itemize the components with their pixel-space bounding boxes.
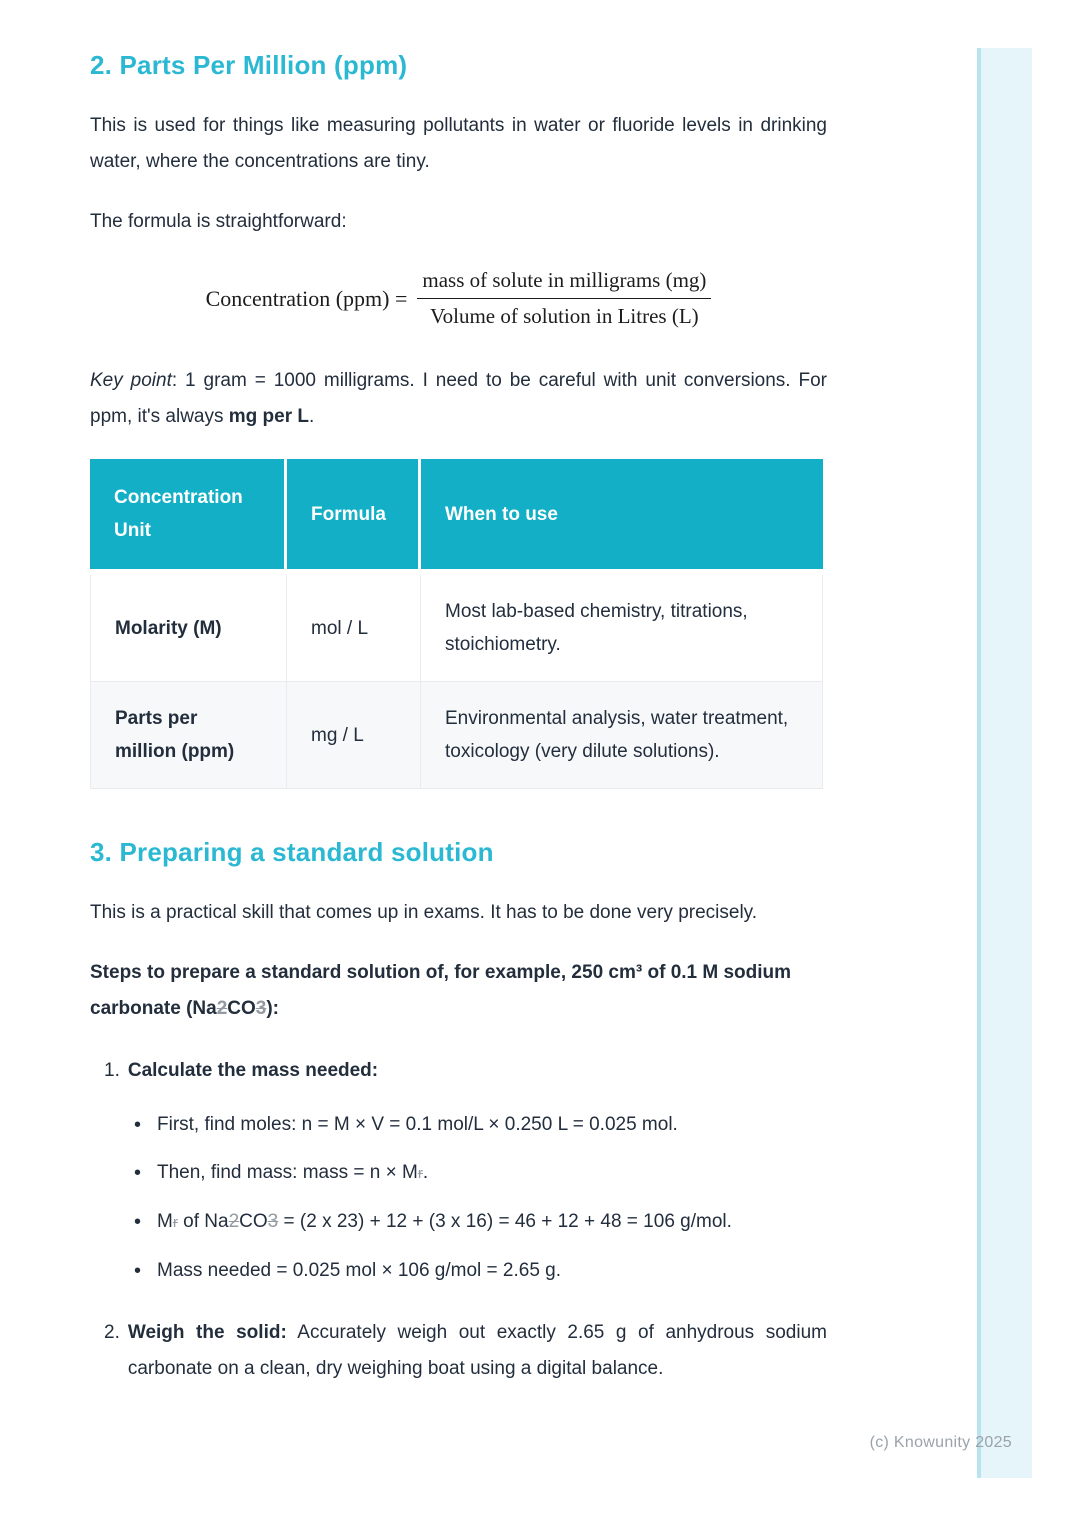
list-item: [134, 1107, 827, 1143]
formula-fraction: [417, 268, 711, 329]
column-header-when: When to use: [421, 459, 823, 575]
formula-lhs: Concentration (ppm) =: [205, 285, 408, 311]
steps-intro-paragraph: [90, 955, 827, 1027]
list-item: [134, 1155, 827, 1192]
cell-when-molarity: Most lab-based chemistry, titrations, stoichiometry.: [421, 575, 823, 682]
copyright-footer: (c) Knowunity 2025: [869, 1434, 1012, 1451]
cell-formula-molarity: mol / L: [287, 575, 421, 682]
subscript-r: r: [417, 1165, 423, 1182]
page-margin-bar: [977, 48, 1032, 1478]
keypoint-paragraph: [90, 363, 827, 435]
preparation-steps-list: [90, 1053, 827, 1387]
section-heading-standard-solution: 3. Preparing a standard solution: [90, 837, 494, 867]
column-header-formula: Formula: [287, 459, 421, 575]
keypoint-end: .: [309, 406, 315, 427]
subscript-3: 3: [267, 1211, 279, 1232]
bullet-mr-calc-end: = (2 x 23) + 12 + (3 x 16) = 46 + 12 + 48 = 106 g/mol.: [278, 1211, 732, 1232]
subscript-2: 2: [216, 998, 228, 1019]
ppm-formula-lead-in: The formula is straightforward:: [90, 211, 347, 232]
bullet-mr-calc-mid2: CO: [239, 1211, 268, 1232]
keypoint-text: : 1 gram = 1000 milligrams. I need to be careful with unit conversions. For ppm, it's always: [90, 370, 827, 427]
concentration-units-table: [90, 459, 823, 789]
keypoint-bold: mg per L: [228, 406, 310, 427]
subscript-3: 3: [255, 998, 267, 1019]
cell-unit-ppm: Parts per million (ppm): [90, 682, 287, 789]
ppm-formula: [90, 268, 827, 329]
cell-when-ppm: Environmental analysis, water treatment, toxicology (very dilute solutions).: [421, 682, 823, 789]
step-2-body: Accurately weigh out exactly 2.65 g of anhydrous sodium carbonate on a clean, dry weighing boat using a digital balance.: [127, 1322, 827, 1379]
table-row: [90, 682, 823, 789]
bullet-mass-needed: Mass needed = 0.025 mol × 106 g/mol = 2.65 g.: [157, 1260, 562, 1281]
step-2-text: [128, 1315, 827, 1387]
standard-solution-intro: This is a practical skill that comes up in exams. It has to be done very precisely.: [90, 902, 758, 923]
table-row: [90, 575, 823, 682]
bullet-find-moles: First, find moles: n = M × V = 0.1 mol/L × 0.250 L = 0.025 mol.: [157, 1114, 678, 1135]
list-item: [104, 1315, 827, 1387]
bullet-find-mass: Then, find mass: mass = n × M: [157, 1162, 418, 1183]
step-2-row: [104, 1315, 827, 1387]
bullet-mr-calc-mid1: of Na: [177, 1211, 229, 1232]
step-1-row: [104, 1053, 827, 1089]
formula-denominator: Volume of solution in Litres (L): [430, 304, 699, 328]
document-content: [90, 50, 827, 1413]
column-header-unit: Concentration Unit: [90, 459, 287, 575]
steps-intro-post: ):: [266, 998, 280, 1019]
step-1-number: 1.: [104, 1060, 120, 1081]
steps-intro-pre: Steps to prepare a standard solution of, for example, 250 cm³ of 0.1 M sodium carbonate (Na: [90, 962, 792, 1019]
step-2-number: 2.: [104, 1322, 120, 1343]
keypoint-label: Key point: [90, 370, 172, 391]
bullet-mr-calc: M: [157, 1211, 173, 1232]
table-header-row: [90, 459, 823, 575]
subscript-r: r: [172, 1214, 178, 1231]
formula-numerator: mass of solute in milligrams (mg): [417, 268, 711, 299]
cell-formula-ppm: mg / L: [287, 682, 421, 789]
subscript-2: 2: [228, 1211, 240, 1232]
step-1-title: Calculate the mass needed:: [127, 1060, 379, 1081]
section-heading-ppm: 2. Parts Per Million (ppm): [90, 50, 408, 80]
bullet-find-mass-end: .: [422, 1162, 429, 1183]
step-1-bullets: [104, 1107, 827, 1289]
steps-intro-mid: CO: [227, 998, 256, 1019]
cell-unit-molarity: Molarity (M): [90, 575, 287, 682]
ppm-intro-paragraph: This is used for things like measuring pollutants in water or fluoride levels in drinking water, where the concentrations are tiny.: [90, 115, 827, 172]
list-item: [134, 1253, 827, 1289]
list-item: [104, 1053, 827, 1289]
list-item: [134, 1204, 827, 1241]
step-2-title: Weigh the solid:: [127, 1322, 287, 1343]
